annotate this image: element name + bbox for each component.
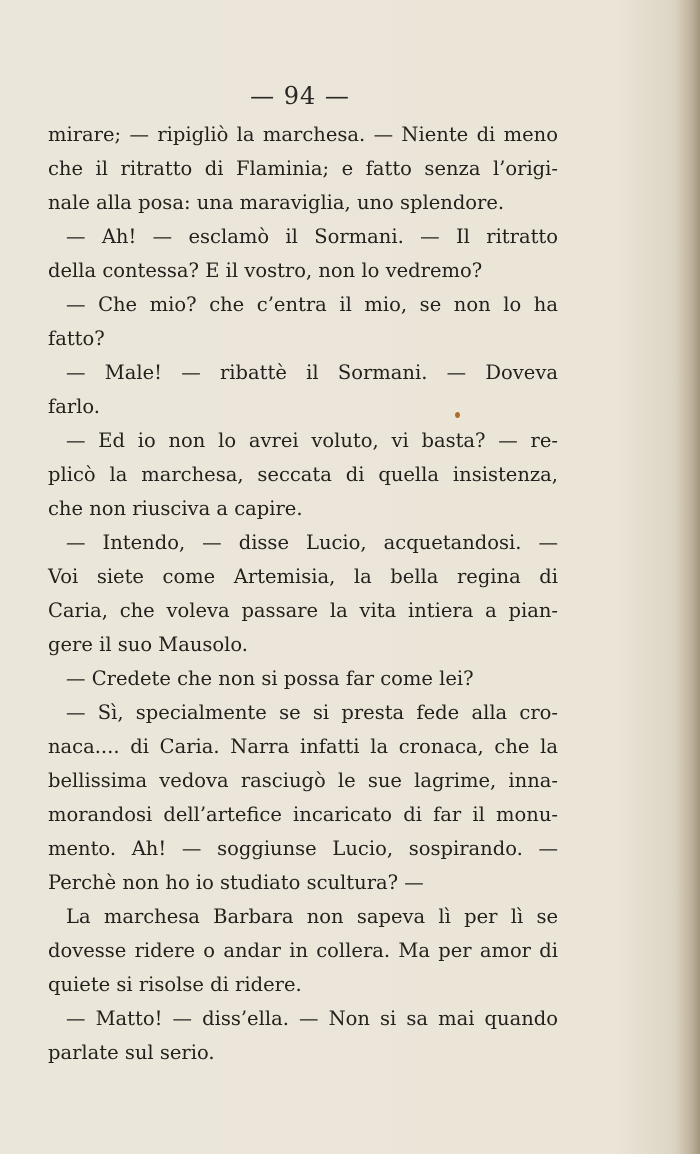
text-line: mirare; — ripigliò la marchesa. — Niente di meno [48, 123, 558, 146]
text-line: naca.... di Caria. Narra infatti la cronaca, che la [48, 735, 558, 758]
text-line: che non riusciva a capire. [48, 497, 303, 520]
text-line: quiete si risolse di ridere. [48, 973, 302, 996]
text-line: che il ritratto di Flaminia; e fatto senza l’origi- [48, 157, 558, 180]
text-line: farlo. [48, 395, 100, 418]
text-line: — Intendo, — disse Lucio, acquetandosi. — [66, 531, 558, 554]
text-line: dovesse ridere o andar in collera. Ma per amor di [48, 939, 558, 962]
text-line: della contessa? E il vostro, non lo vedremo? [48, 259, 483, 282]
text-line: gere il suo Mausolo. [48, 633, 248, 656]
body-text [48, 118, 558, 1070]
page-number: — 94 — [250, 82, 350, 110]
text-line: plicò la marchesa, seccata di quella insistenza, [48, 463, 558, 486]
text-line: — Ah! — esclamò il Sormani. — Il ritratto [66, 225, 558, 248]
text-line: fatto? [48, 327, 105, 350]
page-edge-shadow [676, 0, 700, 1154]
text-line: bellissima vedova rasciugò le sue lagrime, inna- [48, 769, 558, 792]
text-line: — Male! — ribattè il Sormani. — Doveva [66, 361, 558, 384]
text-line: Caria, che voleva passare la vita intiera a pian- [48, 599, 558, 622]
text-line: — Sì, specialmente se si presta fede alla cro- [66, 701, 558, 724]
text-line: nale alla posa: una maraviglia, uno splendore. [48, 191, 505, 214]
text-line: — Matto! — diss’ella. — Non si sa mai quando [66, 1007, 558, 1030]
text-line: La marchesa Barbara non sapeva lì per lì se [66, 905, 558, 928]
text-line: parlate sul serio. [48, 1041, 215, 1064]
text-line: Perchè non ho io studiato scultura? — [48, 871, 424, 894]
text-line: Voi siete come Artemisia, la bella regina di [48, 565, 558, 588]
text-line: mento. Ah! — soggiunse Lucio, sospirando. — [48, 837, 558, 860]
text-line: — Ed io non lo avrei voluto, vi basta? — re- [66, 429, 558, 452]
text-line: — Credete che non si possa far come lei? [66, 667, 474, 690]
text-line: morandosi dell’artefice incaricato di far il monu- [48, 803, 558, 826]
text-line: — Che mio? che c’entra il mio, se non lo ha [66, 293, 558, 316]
